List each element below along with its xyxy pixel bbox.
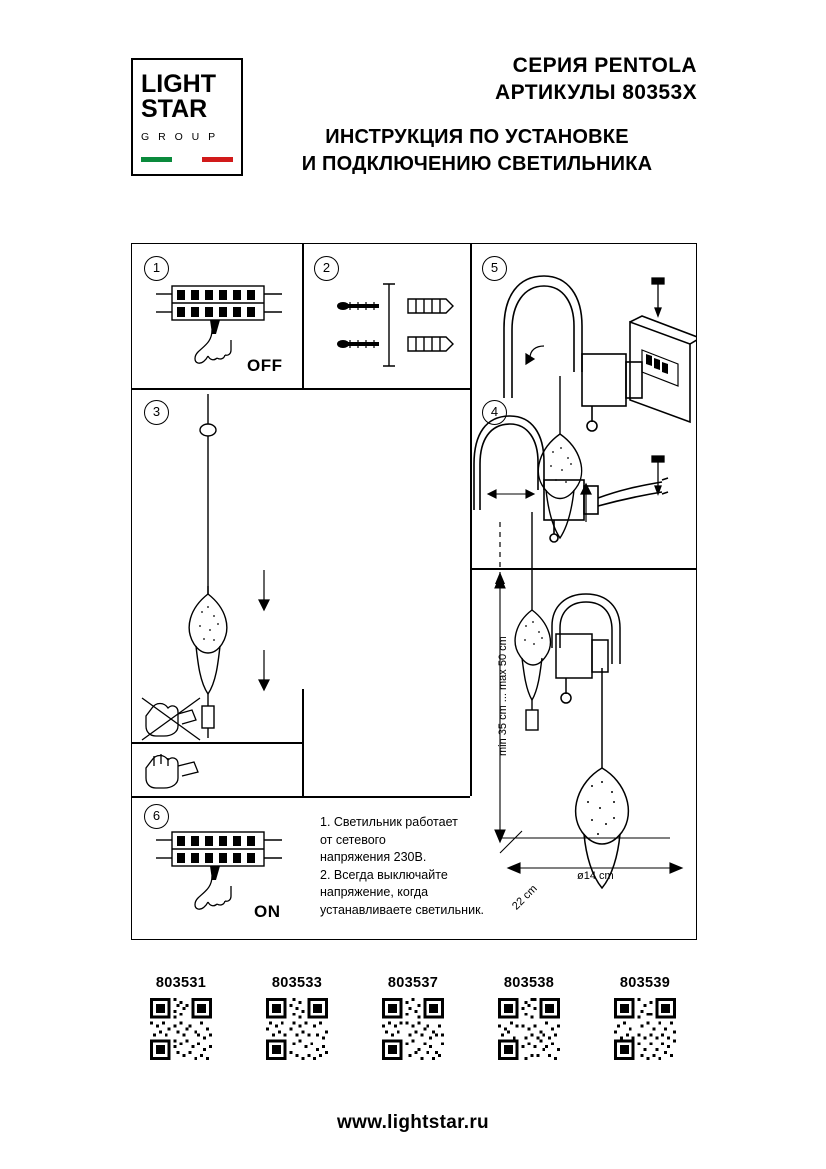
logo-text-star: STAR <box>141 95 208 123</box>
qr-code-icon <box>382 998 444 1060</box>
divider-vertical-3 <box>302 689 304 796</box>
qr-item <box>131 975 231 1060</box>
divider-vertical-1 <box>302 244 304 388</box>
step-number-2: 2 <box>314 256 339 281</box>
instruction-line-2: И ПОДКЛЮЧЕНИЮ СВЕТИЛЬНИКА <box>301 153 653 175</box>
qr-code-icon <box>266 998 328 1060</box>
switch-off-label: OFF <box>247 356 283 375</box>
qr-item <box>479 975 579 1060</box>
qr-code-label: 803537 <box>387 975 439 991</box>
italian-flag-icon <box>141 157 233 162</box>
step-number-1: 1 <box>144 256 169 281</box>
step-number-6: 6 <box>144 804 169 829</box>
website-footer[interactable]: www.lightstar.ru <box>337 1112 489 1133</box>
step-5-illustration <box>482 258 696 558</box>
qr-code-row <box>131 975 697 1075</box>
qr-code-label: 803531 <box>155 975 207 991</box>
article-title: АРТИКУЛЫ 80353X <box>495 81 697 104</box>
qr-code-icon <box>498 998 560 1060</box>
series-title: СЕРИЯ PENTOLA <box>512 54 697 77</box>
qr-item <box>363 975 463 1060</box>
dimension-depth-label: 22 cm <box>510 882 540 913</box>
step-2-illustration <box>320 266 466 384</box>
qr-code-icon <box>614 998 676 1060</box>
dimension-height-label: min 35 cm ... max 50 cm <box>497 636 509 756</box>
divider-horizontal-3 <box>132 796 470 798</box>
instruction-line-1: ИНСТРУКЦИЯ ПО УСТАНОВКЕ <box>325 126 629 148</box>
qr-code-label: 803539 <box>619 975 671 991</box>
qr-code-icon <box>150 998 212 1060</box>
step-number-3: 3 <box>144 400 169 425</box>
step-3-illustration <box>146 394 302 739</box>
note-line-4: 2. Всегда выключайте <box>320 867 448 882</box>
note-line-5: напряжение, когда <box>320 885 429 899</box>
warning-icons <box>134 690 300 794</box>
title-block <box>257 52 697 178</box>
switch-on-label: ON <box>254 902 281 921</box>
logo-text-group: G R O U P <box>141 131 219 143</box>
step-number-4: 4 <box>482 400 507 425</box>
divider-horizontal-1 <box>132 388 470 390</box>
safety-notes <box>320 814 500 919</box>
note-line-6: устанавливаете светильник. <box>320 902 485 917</box>
header <box>131 52 697 192</box>
note-line-2: от сетевого <box>320 832 386 847</box>
step-number-5: 5 <box>482 256 507 281</box>
dimension-diameter-label: ø14 cm <box>577 870 614 882</box>
note-line-3: напряжения 230В. <box>320 850 427 864</box>
logo-text-light: LIGHT <box>141 70 216 98</box>
instruction-frame <box>131 243 697 940</box>
qr-code-label: 803533 <box>271 975 323 991</box>
qr-item <box>595 975 695 1060</box>
qr-code-label: 803538 <box>503 975 555 991</box>
qr-item <box>247 975 347 1060</box>
brand-logo <box>131 58 243 176</box>
note-line-1: 1. Светильник работает <box>320 815 458 829</box>
